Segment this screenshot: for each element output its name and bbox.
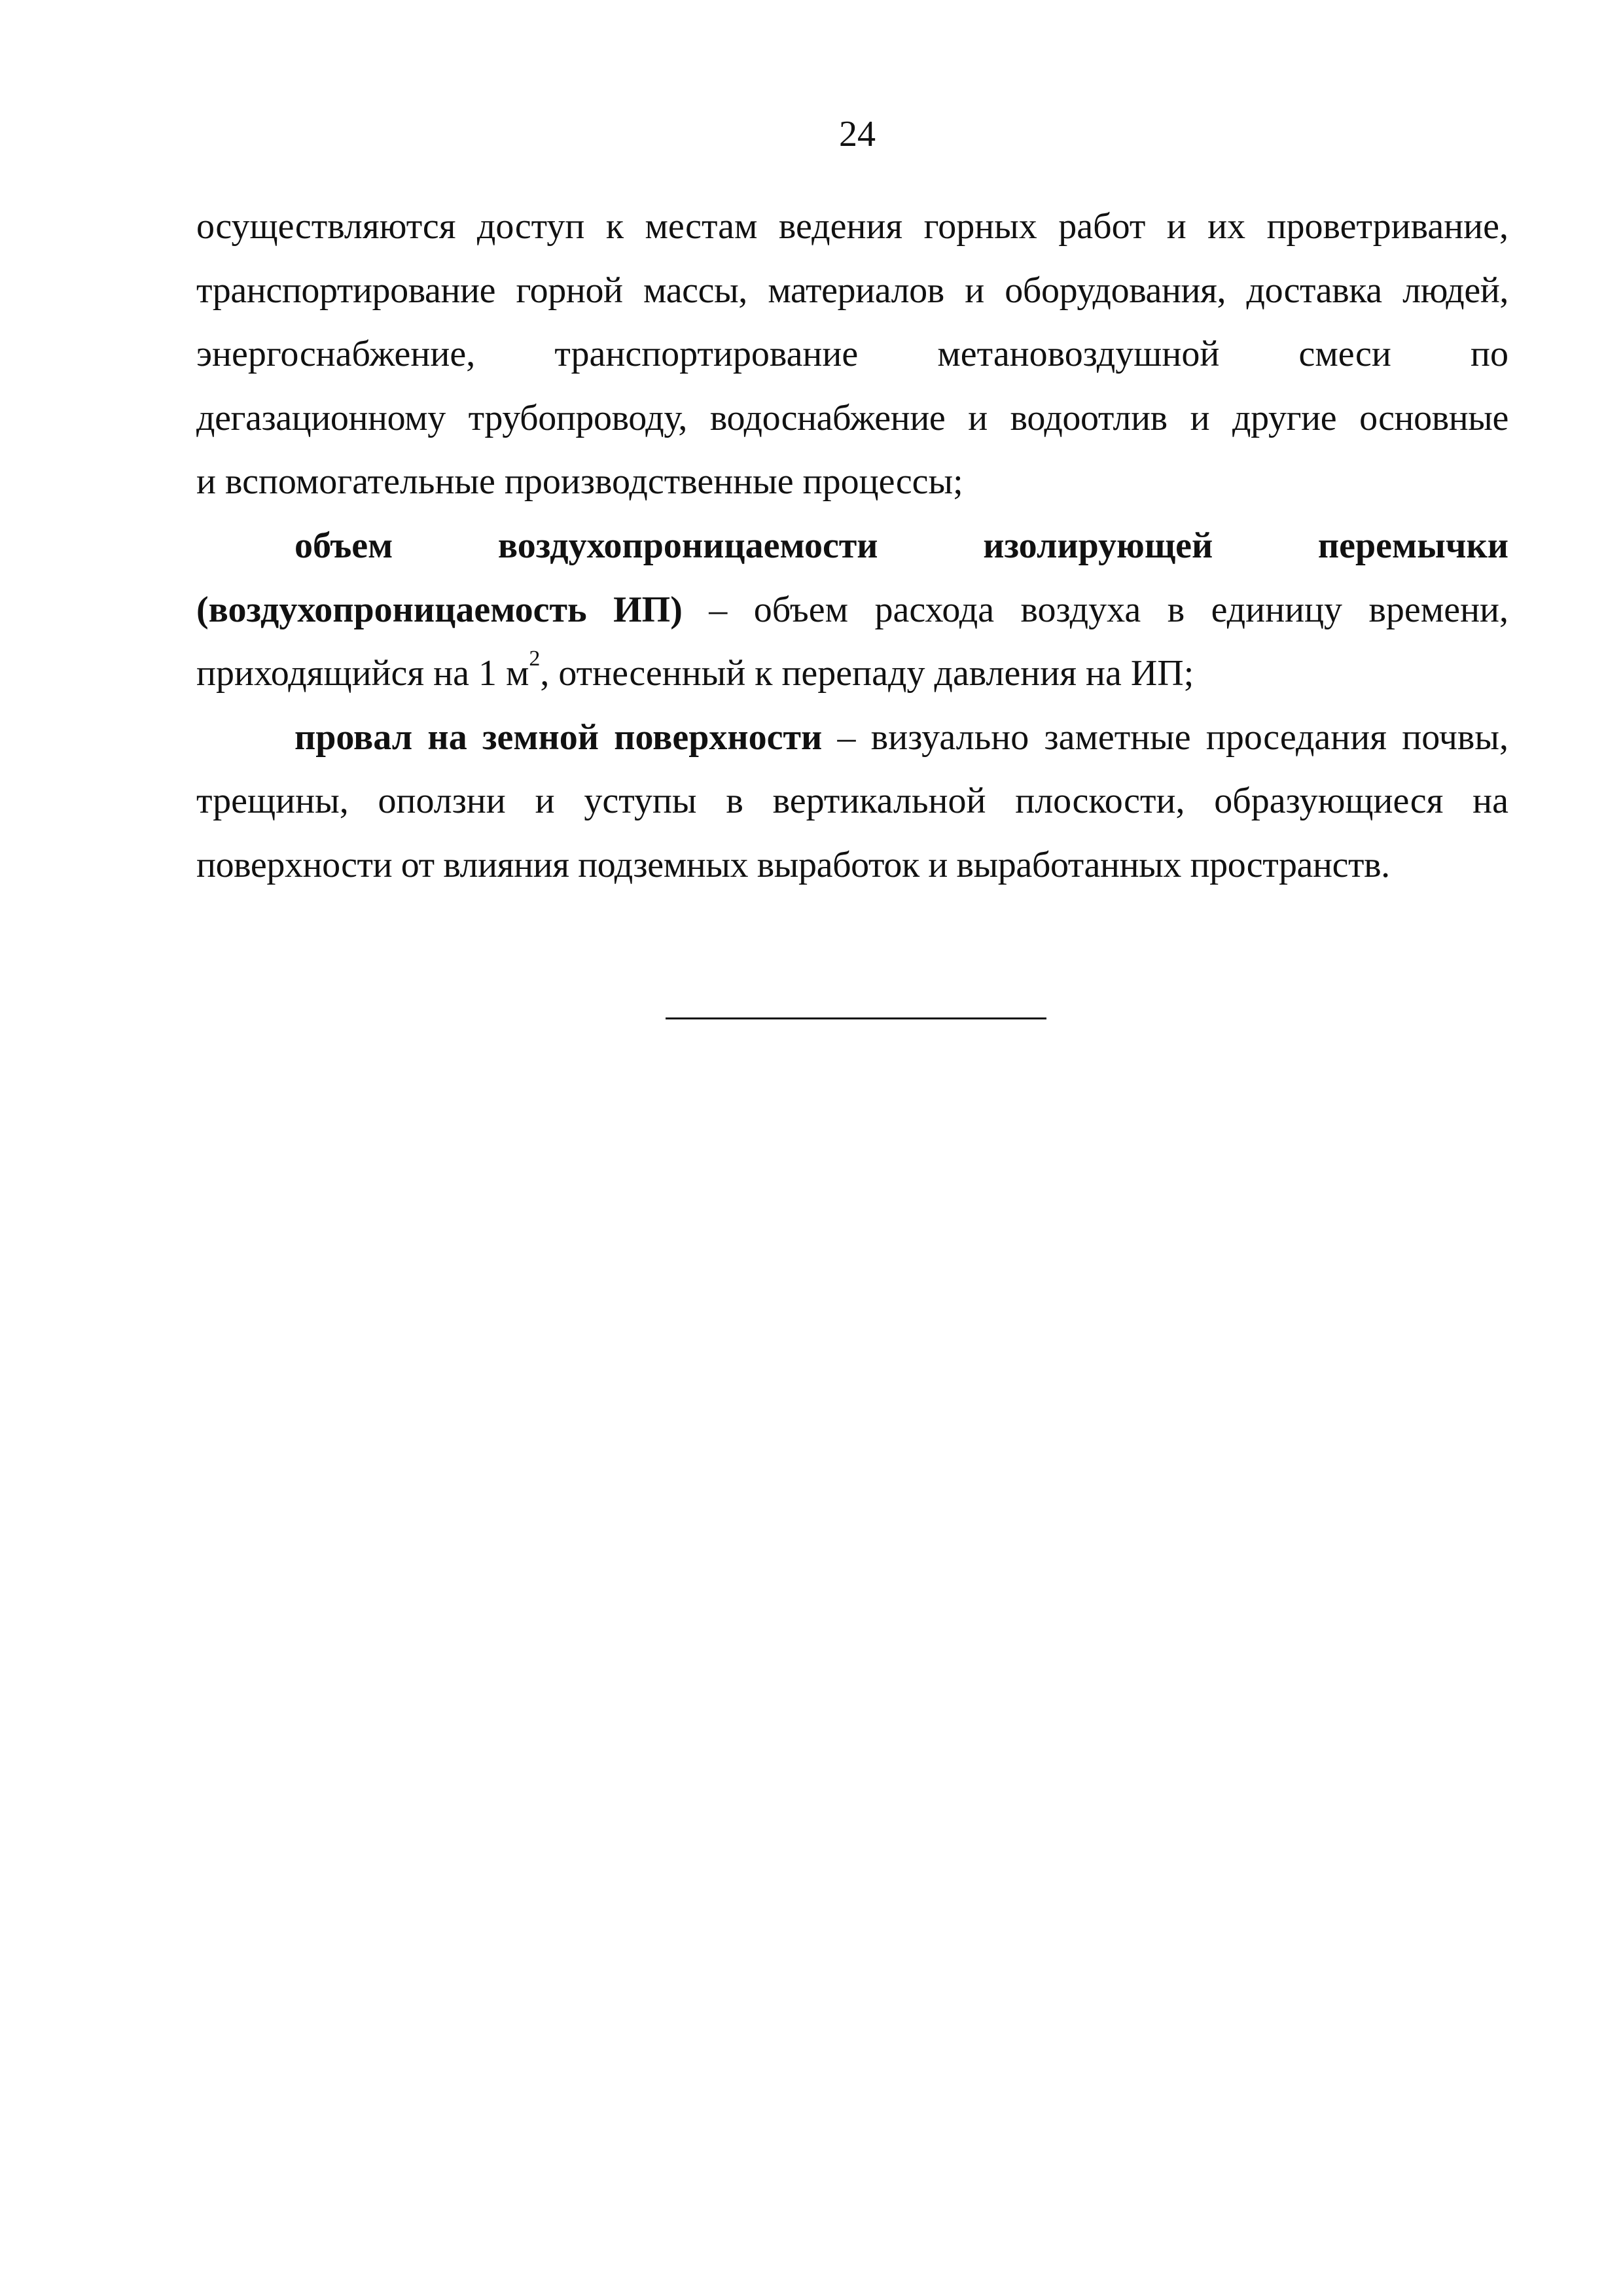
definition-text: – объем расхода воздуха в единицу времени, <box>682 589 1509 630</box>
document-body <box>196 195 1508 898</box>
definition-term: объем воздухопроницаемости изолирующей перемычки <box>294 525 1508 566</box>
superscript: 2 <box>529 646 541 671</box>
text-line: осуществляются доступ к местам ведения горных работ и их проветривание, <box>196 206 1508 247</box>
definition-text: приходящийся на 1 м <box>196 653 529 694</box>
page-number: 24 <box>839 114 876 154</box>
text-line <box>196 578 1508 643</box>
text-line: и вспомогательные производственные процессы; <box>196 461 963 503</box>
definition-term: (воздухопроницаемость ИП) <box>196 589 683 630</box>
definition-term: провал на земной поверхности <box>294 716 823 758</box>
text-line <box>196 642 1508 706</box>
definition-text: – визуально заметные проседания почвы, <box>822 716 1508 758</box>
text-line <box>196 706 1508 770</box>
text-line: трещины, оползни и уступы в вертикальной плоскости, образующиеся на <box>196 781 1508 822</box>
text-line: транспортирование горной массы, материалов и оборудования, доставка людей, <box>196 270 1508 311</box>
end-of-document-rule <box>666 1017 1046 1019</box>
text-line: дегазационному трубопроводу, водоснабжение и водоотлив и другие основные <box>196 397 1508 438</box>
definition-paragraph-surface-collapse <box>196 706 1508 898</box>
text-line: энергоснабжение, транспортирование метановоздушной смеси по <box>196 334 1508 375</box>
definition-text: , отнесенный к перепаду давления на ИП; <box>540 653 1194 694</box>
paragraph-continuation <box>196 195 1508 514</box>
text-line: поверхности от влияния подземных выработок и выработанных пространств. <box>196 844 1390 885</box>
definition-paragraph-air-permeability <box>196 514 1508 706</box>
